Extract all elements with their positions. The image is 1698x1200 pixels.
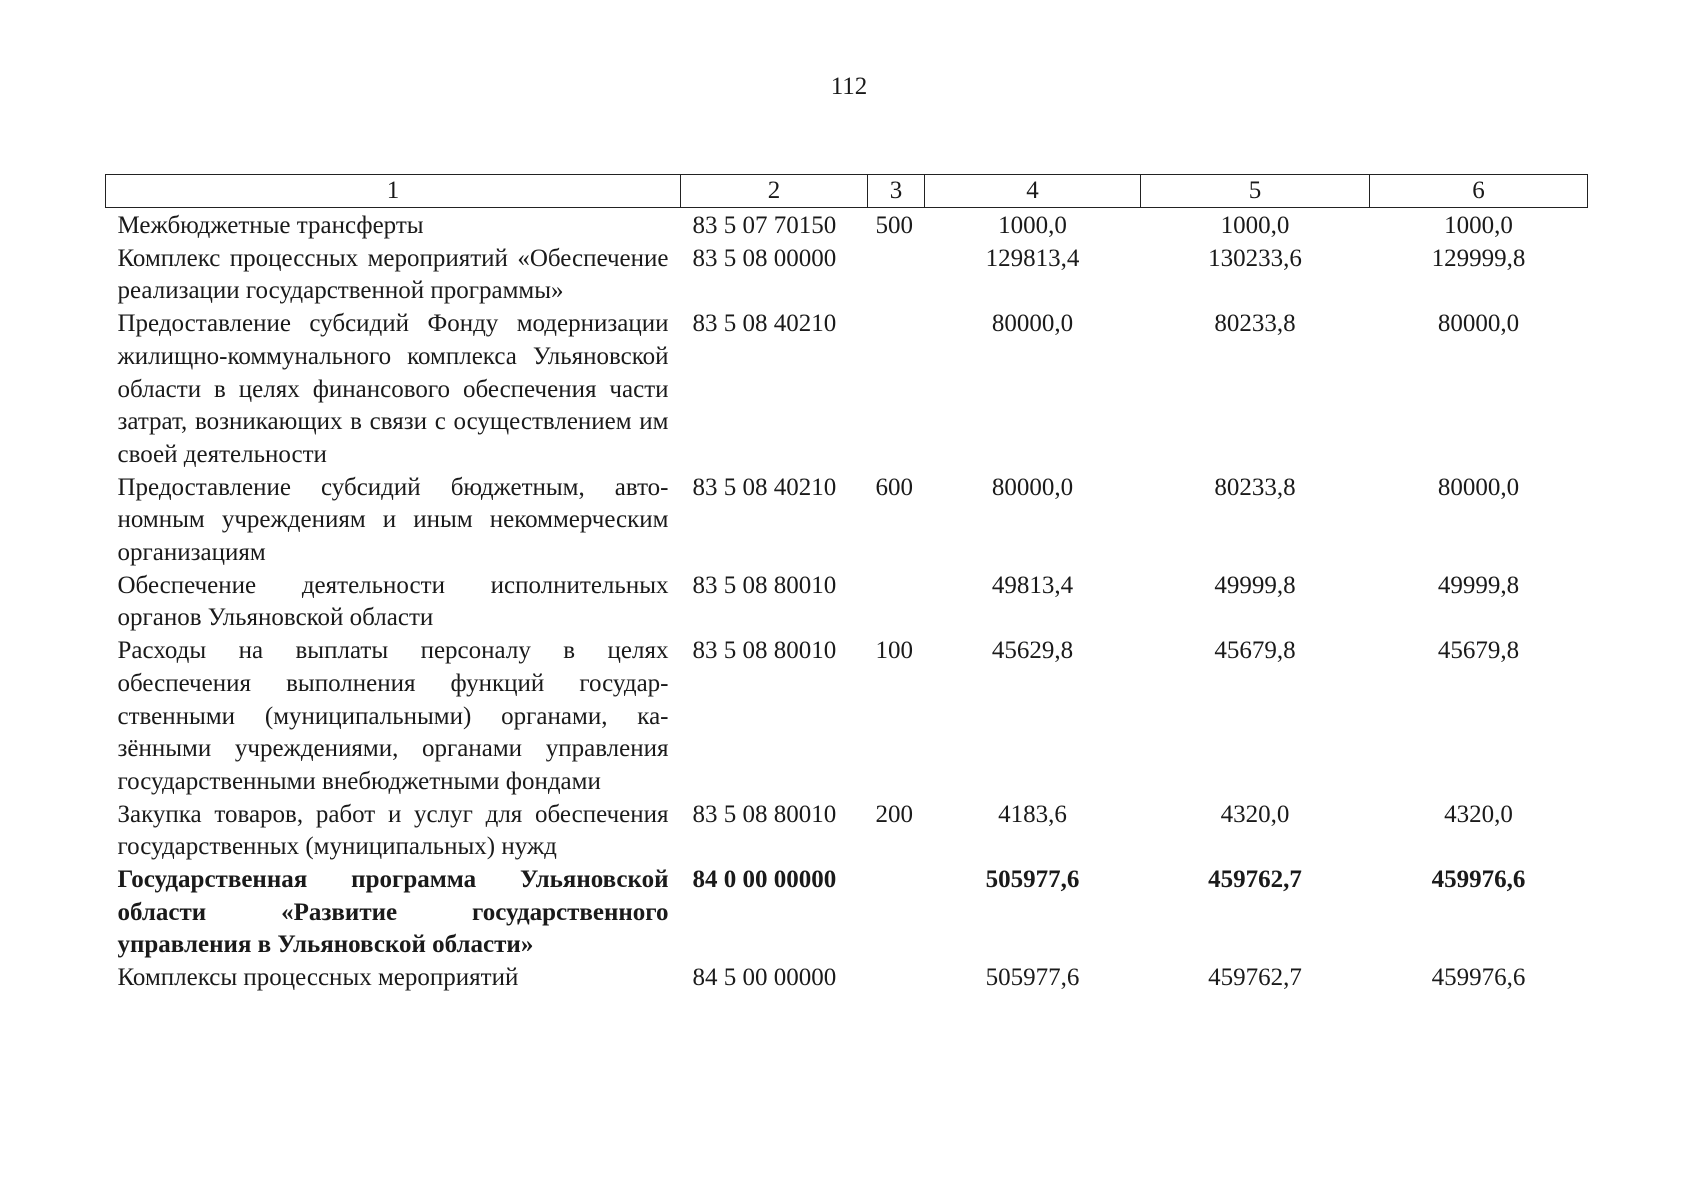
row-value-col5: 45679,8 <box>1214 637 1296 665</box>
row-value-col4: 505977,6 <box>985 866 1080 894</box>
row-value-col4: 129813,4 <box>985 244 1080 272</box>
row-value-col6: 459976,6 <box>1431 964 1526 992</box>
row-code: 83 5 08 40210 <box>692 310 837 338</box>
table-row <box>106 243 1588 308</box>
row-name: Расходы на выплаты персоналу в целях обеспечения выполнения функций государственными (муниципальными) органами, казёнными учреждениями, органами управления государственными внебюджетными фондами <box>117 637 669 795</box>
row-value-col4: 45629,8 <box>991 637 1074 665</box>
row-expense-type: 500 <box>875 212 913 239</box>
row-value-col4: 4183,6 <box>998 800 1067 828</box>
row-value-col5: 80233,8 <box>1214 473 1296 501</box>
row-value-col4: 1000,0 <box>998 212 1067 239</box>
row-expense-type <box>868 962 925 995</box>
table-row <box>106 799 1588 864</box>
table-row <box>106 208 1588 243</box>
row-name: Предоставление субсидий бюджетным, автономным учреждениям и иным некоммерческим организациям <box>117 473 669 567</box>
row-name: Обеспечение деятельности исполнительных органов Ульяновской области <box>117 571 669 632</box>
row-code: 84 0 00 00000 <box>692 866 837 894</box>
row-value-col4: 80000,0 <box>991 473 1074 501</box>
row-code: 83 5 08 80010 <box>692 637 837 665</box>
table-row <box>106 570 1588 635</box>
row-value-col5: 80233,8 <box>1214 310 1296 338</box>
row-expense-type: 200 <box>875 800 913 828</box>
table-row <box>106 864 1588 962</box>
table-body <box>106 208 1588 995</box>
row-value-col5: 459762,7 <box>1208 964 1302 992</box>
column-header-1: 1 <box>106 175 681 208</box>
row-name: Закупка товаров, работ и услуг для обеспечения государственных (муниципальных) нужд <box>117 800 669 861</box>
budget-table <box>105 174 1588 995</box>
row-value-col4: 80000,0 <box>991 310 1074 338</box>
row-code: 83 5 08 80010 <box>692 800 837 828</box>
row-expense-type <box>868 243 925 308</box>
column-header-6: 6 <box>1370 175 1588 208</box>
column-header-2: 2 <box>681 175 868 208</box>
row-name: Предоставление субсидий Фонду модернизации жилищно-коммунального комплекса Ульяновской области в целях финансового обеспечения части затрат, возникающих в связи с осуществлением им своей деятельности <box>117 310 669 468</box>
row-code: 83 5 08 40210 <box>692 473 837 501</box>
row-expense-type <box>868 864 925 962</box>
row-value-col6: 459976,6 <box>1431 866 1526 894</box>
row-code: 84 5 00 00000 <box>692 964 837 992</box>
column-header-4: 4 <box>925 175 1141 208</box>
row-value-col6: 129999,8 <box>1431 244 1526 272</box>
row-value-col6: 80000,0 <box>1437 473 1520 501</box>
table-row <box>106 472 1588 570</box>
row-name: Комплекс процессных мероприятий «Обеспечение реализации государственной программы» <box>117 244 669 305</box>
row-value-col5: 1000,0 <box>1220 212 1290 239</box>
row-value-col6: 4320,0 <box>1444 800 1513 828</box>
table-row <box>106 308 1588 472</box>
table-header-row <box>106 175 1588 208</box>
row-name: Комплексы процессных мероприятий <box>117 964 519 992</box>
page-number: 112 <box>830 73 868 100</box>
row-name: Межбюджетные трансферты <box>117 212 424 239</box>
row-value-col6: 49999,8 <box>1437 571 1520 599</box>
row-expense-type <box>868 308 925 472</box>
row-value-col6: 45679,8 <box>1437 637 1520 665</box>
row-value-col4: 505977,6 <box>985 964 1080 992</box>
row-expense-type: 100 <box>875 637 913 665</box>
row-expense-type: 600 <box>875 473 913 501</box>
row-value-col5: 4320,0 <box>1220 800 1290 828</box>
row-value-col5: 459762,7 <box>1208 866 1302 894</box>
table-row <box>106 635 1588 799</box>
row-name: Государственная программа Ульяновской области «Развитие государственного управления в Ульяновской области» <box>117 866 669 959</box>
row-code: 83 5 07 70150 <box>692 212 837 239</box>
table-row <box>106 962 1588 995</box>
row-value-col6: 80000,0 <box>1437 310 1520 338</box>
column-header-3: 3 <box>868 175 925 208</box>
row-code: 83 5 08 00000 <box>692 244 837 272</box>
row-value-col4: 49813,4 <box>991 571 1074 599</box>
row-value-col5: 49999,8 <box>1214 571 1296 599</box>
row-value-col6: 1000,0 <box>1444 212 1513 239</box>
column-header-5: 5 <box>1141 175 1370 208</box>
row-value-col5: 130233,6 <box>1208 244 1302 272</box>
row-code: 83 5 08 80010 <box>692 571 837 599</box>
row-expense-type <box>868 570 925 635</box>
